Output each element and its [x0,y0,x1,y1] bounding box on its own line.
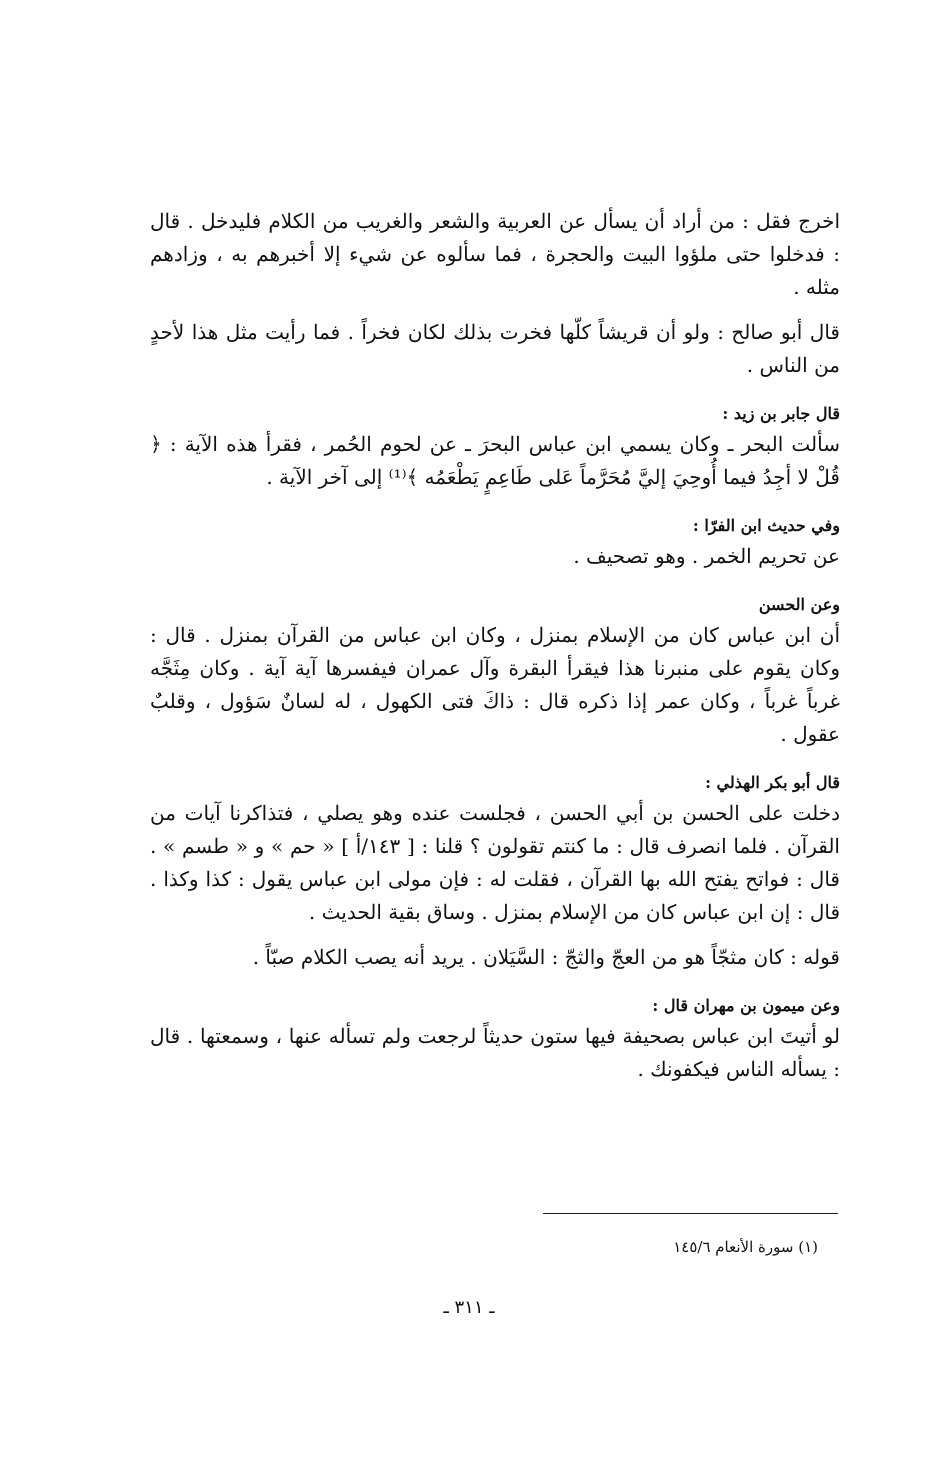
paragraph-1: اخرج فقل : من أراد أن يسأل عن العربية والشعر والغريب من الكلام فليدخل . قال : فدخلوا حتى ملؤوا البيت والحجرة ، فما سألوه عن شيء إلا أخبرهم به ، وزادهم مثله . [150,209,840,299]
paragraph-8: لو أتيتَ ابن عباس بصحيفة فيها ستون حديثاً لرجعت ولم تسأله عنها ، وسمعتها . قال : يسأله الناس فيكفونك . [150,1024,840,1081]
heading-abu-bakr: قال أبو بكر الهذلي : [705,773,840,792]
heading-jabir: قال جابر بن زيد : [722,404,840,423]
heading-ibn-alfarra: وفي حديث ابن الفرّا : [692,516,840,535]
footnote-divider [543,1213,838,1214]
page-number: ـ ٣١١ ـ [443,1297,495,1318]
paragraph-6: دخلت على الحسن بن أبي الحسن ، فجلست عنده وهو يصلي ، فتذاكرنا آيات من القرآن . فلما انصرف قال : ما كنتم تقولون ؟ قلنا : [ ١٤٣/أ ] « حم » و « طسم » . قال : فواتح يفتح الله بها القرآن ، فقلت له : فإن مولى ابن عباس يقول : كذا وكذا . قال : إن ابن عباس كان من الإسلام بمنزل . وساق بقية الحديث . [150,801,840,924]
paragraph-7: قوله : كان مثجّاً هو من العجّ والثجّ : السَّيَلان . يريد أنه يصب الكلام صبّاً . [252,945,840,969]
page-body [150,205,840,1086]
paragraph-5: أن ابن عباس كان من الإسلام بمنزل ، وكان ابن عباس من القرآن بمنزل . قال : وكان يقوم على منبرنا هذا فيقرأ البقرة وآل عمران فيفسرها آية آية . وكان مِثَجَّه غرباً غرباً ، وكان عمر إذا ذكره قال : ذاكَ فتى الكهول ، له لسانٌ سَؤول ، وقلبٌ عقول . [150,623,840,746]
paragraph-4: عن تحريم الخمر . وهو تصحيف . [573,544,840,568]
heading-maymun: وعن ميمون بن مهران قال : [652,996,840,1015]
footnote: (١) سورة الأنعام ١٤٥/٦ [673,1238,818,1256]
paragraph-3: سألت البحر ـ وكان يسمي ابن عباس البحرَ ـ عن لحوم الحُمر ، فقرأ هذه الآية : ﴿ قُلْ لا أجِدُ فيما أُوحِيَ إليَّ مُحَرَّماً عَلى طَاعِمٍ يَطْعَمُه ﴾⁽¹⁾ إلى آخر الآية . [150,432,840,489]
heading-alhasan: وعن الحسن [758,595,840,614]
paragraph-2: قال أبو صالح : ولو أن قريشاً كلّها فخرت بذلك لكان فخراً . فما رأيت مثل هذا لأحدٍ من الناس . [150,320,840,377]
